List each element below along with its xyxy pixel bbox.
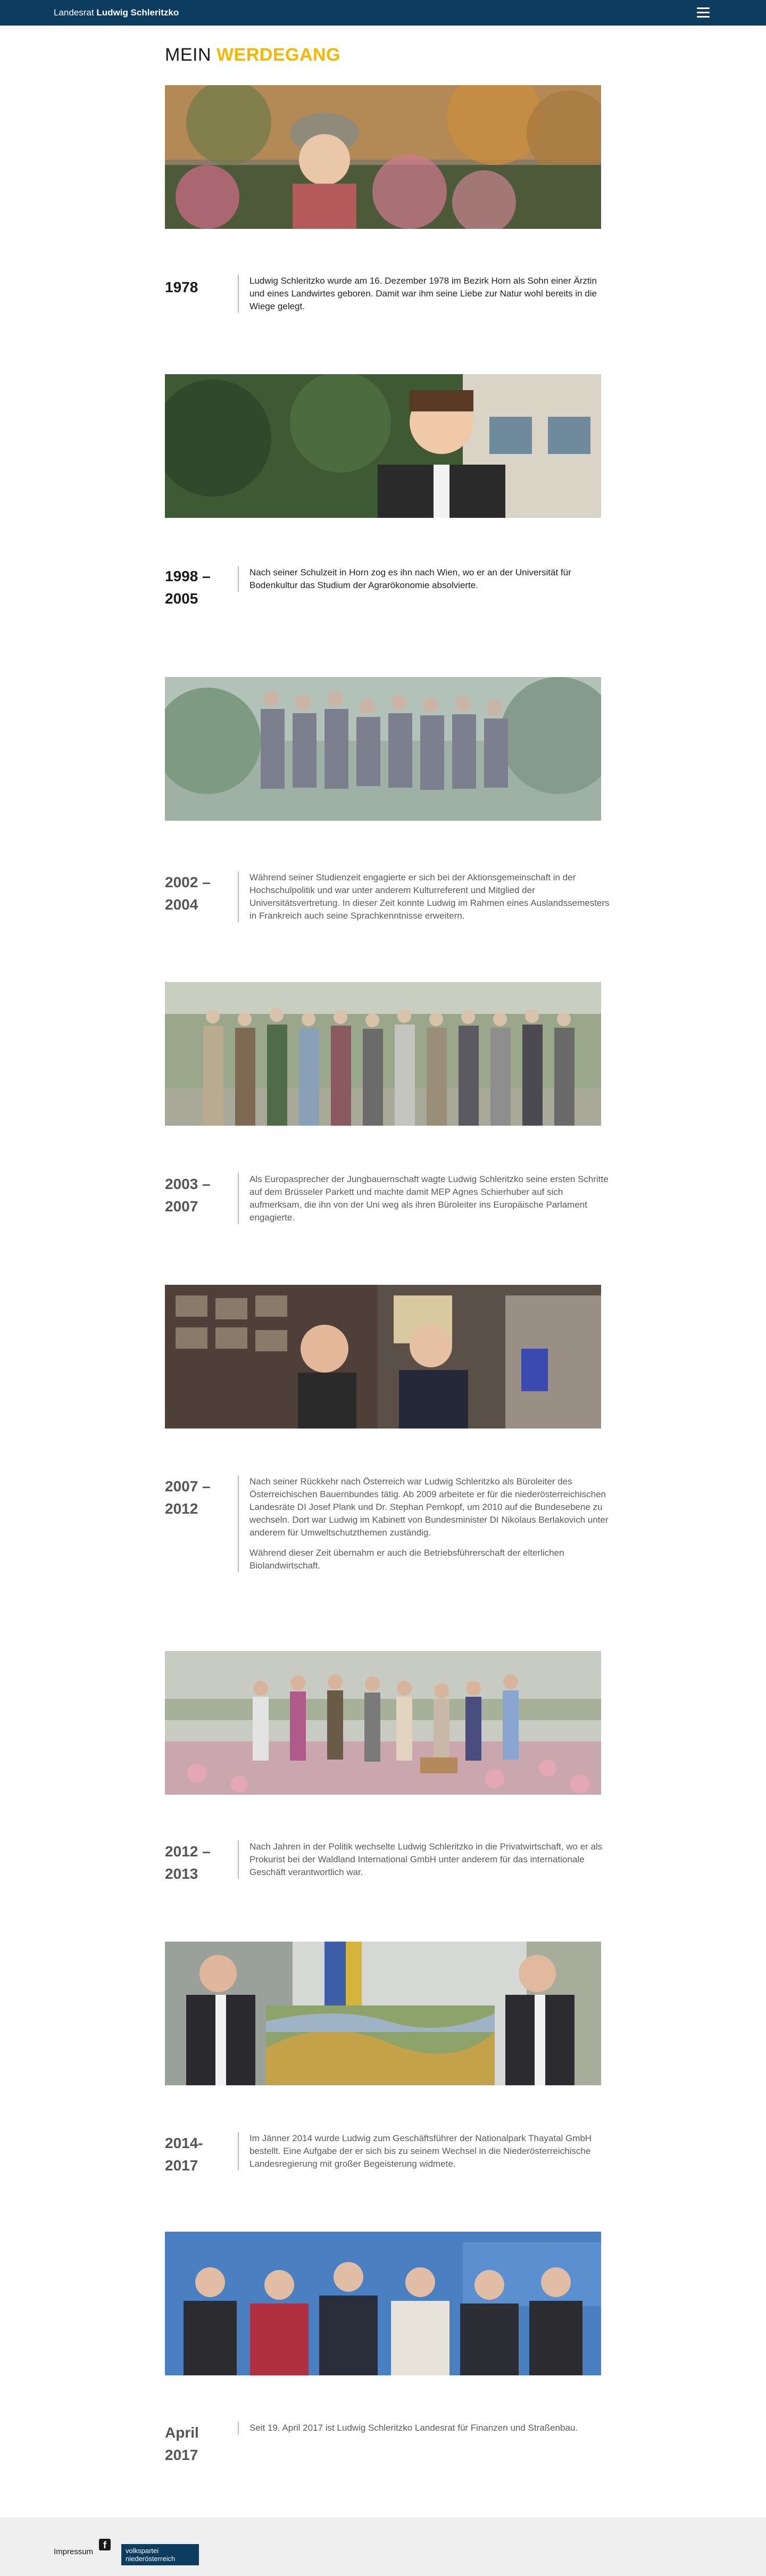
facebook-icon[interactable]: f [99,2539,111,2550]
timeline-photo-student [165,374,601,518]
page-title [165,45,340,65]
timeline-photo-office [165,1285,601,1429]
timeline-paragraph: Während seiner Studienzeit engagierte er sich bei der Aktionsgemeinschaft in der Hochschulpolitik und war unter anderem Kulturreferent und Mitglied der Universitätsvertretung. In dieser Zeit konnte Ludwig im Rahmen eines Auslandssemesters in Frankreich auch seine Sprachkenntnisse erweitern. [249,872,610,921]
top-navigation-bar [0,0,766,26]
timeline-year: 2007 – 2012 [165,1478,211,1517]
timeline-year: April 2017 [165,2424,199,2463]
hamburger-menu-icon[interactable] [695,5,711,20]
timeline-year: 2003 – 2007 [165,1176,211,1215]
timeline-description [238,871,613,922]
timeline-paragraph: Als Europasprecher der Jungbauernschaft wagte Ludwig Schleritzko seine ersten Schritte auf dem Brüsseler Parkett und machte damit MEP Agnes Schierhuber auf sich aufmerksam, die ihn von der Uni weg als ihren Büroleiter ins Europäische Parlament engagierte. [249,1174,609,1223]
logo-line1: volkspartei [126,2547,159,2555]
timeline-description [238,1475,613,1572]
timeline-paragraph: Nach seiner Schulzeit in Horn zog es ihn nach Wien, wo er an der Universität für Bodenkultur das Studium der Agrarökonomie absolvierte. [249,567,571,590]
timeline-year: 1978 [165,279,198,295]
timeline-photo-student-group [165,677,601,821]
timeline-description [238,2422,613,2434]
logo-line2: niederösterreich [126,2555,176,2563]
page-title-accent: WERDEGANG [216,45,341,65]
timeline-photo-government [165,2232,601,2375]
timeline-paragraph: Nach seiner Rückkehr nach Österreich war Ludwig Schleritzko als Büroleiter des Österreichischen Bauernbundes tätig. Ab 2009 arbeitete er für die niederösterreichischen Landesräte DI Josef Plank und Dr. Stephan Pernkopf, um 2010 auf die Bundesebene zu wechseln. Dort war Ludwig im Kabinett von Bundesminister DI Nikolaus Berlakovich unter anderem für Umweltschutzthemen zuständig. [249,1476,609,1538]
page-title-main: MEIN [165,45,217,65]
brand-name: Ludwig Schleritzko [96,7,179,18]
page-footer [0,2517,766,2576]
timeline-description [238,1840,613,1879]
timeline-year: 2012 – 2013 [165,1843,211,1882]
timeline-description [238,2132,613,2170]
brand-prefix: Landesrat [54,7,97,18]
timeline-paragraph: Ludwig Schleritzko wurde am 16. Dezember 1978 im Bezirk Horn als Sohn einer Ärztin und eines Landwirtes geboren. Damit war ihm seine Liebe zur Natur wohl bereits in die Wiege gelegt. [249,276,597,311]
timeline-paragraph: Seit 19. April 2017 ist Ludwig Schleritzko Landesrat für Finanzen und Straßenbau. [249,2423,578,2433]
timeline-photo-field-group [165,1651,601,1795]
party-logo[interactable] [121,2544,199,2565]
timeline-description [238,275,613,313]
site-brand-link[interactable] [54,7,179,18]
timeline-description [238,566,613,592]
timeline-paragraph: Während dieser Zeit übernahm er auch die Betriebsführerschaft der elterlichen Biolandwirtschaft. [249,1548,564,1571]
timeline-paragraph: Im Jänner 2014 wurde Ludwig zum Geschäftsführer der Nationalpark Thayatal GmbH bestellt. Eine Aufgabe der er sich bis zu seinem Wechsel in die Niederösterreichische Landesregierung mit großer Begeisterung widmete. [249,2133,592,2169]
timeline-year: 1998 – 2005 [165,568,211,607]
timeline-photo-childhood [165,85,601,229]
timeline-year: 2014- 2017 [165,2135,203,2174]
timeline-description [238,1173,613,1224]
impressum-link[interactable]: Impressum [54,2547,94,2556]
timeline-year: 2002 – 2004 [165,874,211,913]
timeline-photo-eu-group [165,982,601,1126]
timeline-photo-nationalpark [165,1942,601,2085]
timeline-paragraph: Nach Jahren in der Politik wechselte Ludwig Schleritzko in die Privatwirtschaft, wo er als Prokurist bei der Waldland International GmbH unter anderem für das internationale Geschäft verantwortlich war. [249,1842,603,1877]
